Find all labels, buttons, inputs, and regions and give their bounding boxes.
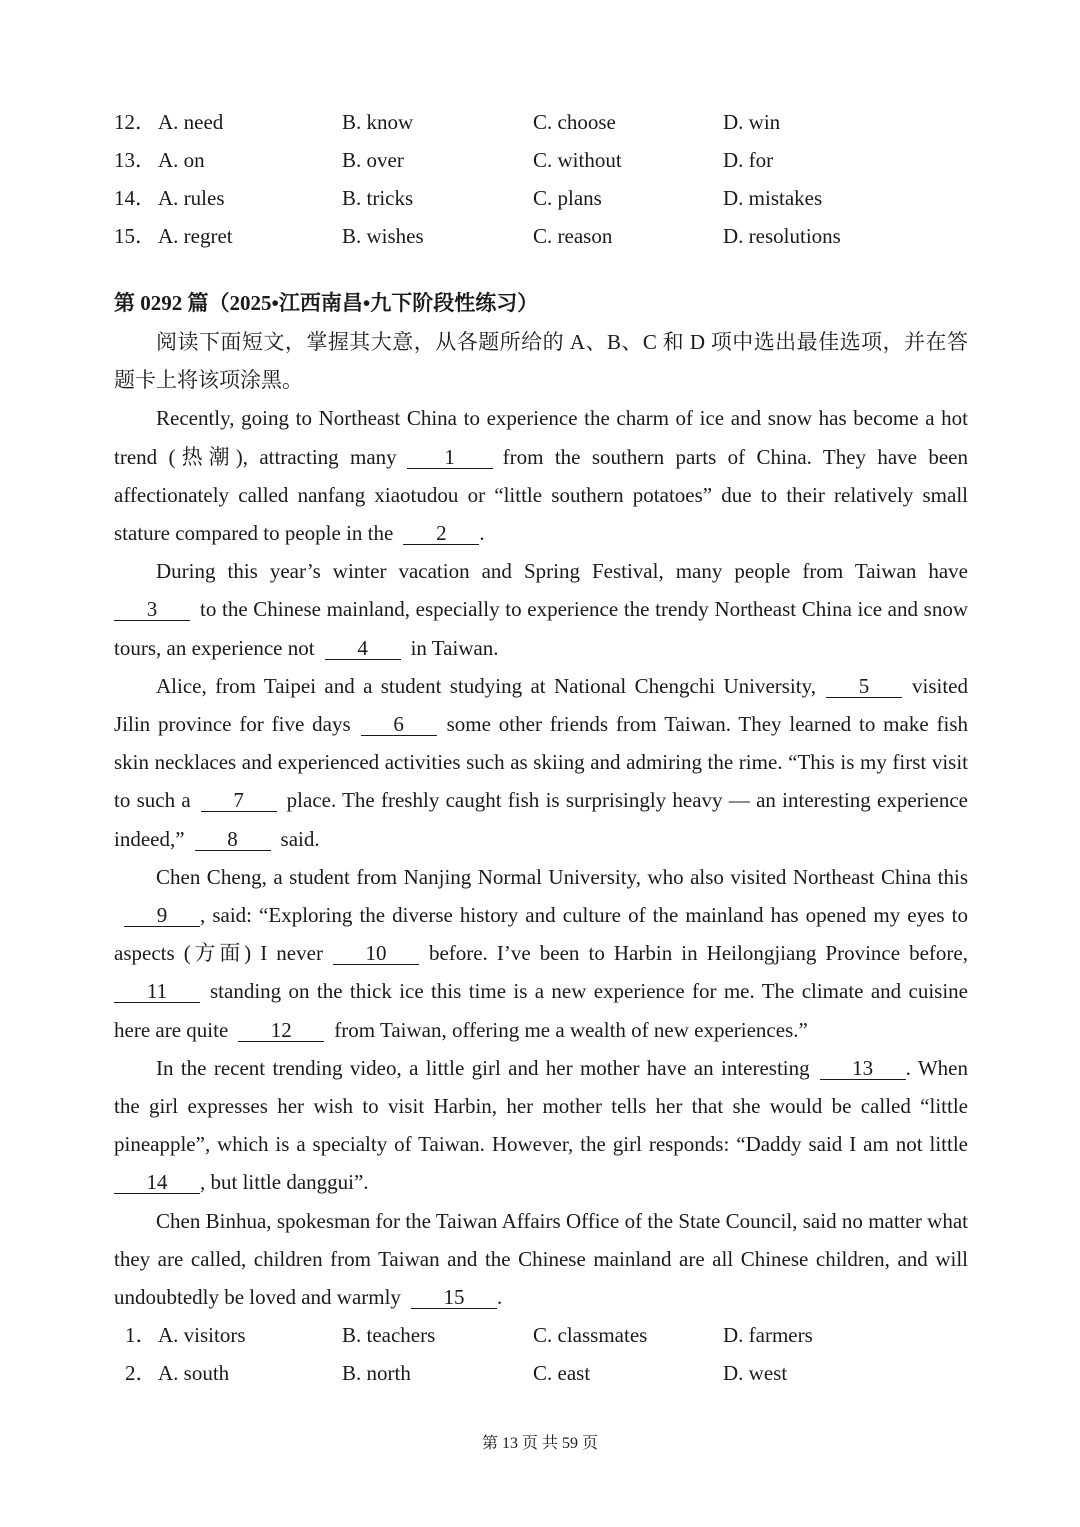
paragraph-4: Chen Cheng, a student from Nanjing Normal University, who also visited Northeast China this9 , said: “Exploring the diverse history and culture of the mainland has opened my eyes to aspects (方面) I never 10 before. I’ve been to Harbin in Heilongjiang Province before, 11 standing on the thick ice this time is a new experience for me. The climate and cuisine here are quite 12 from Taiwan, offering me a wealth of new experiences.” [114, 864, 968, 1042]
option-row-12 [114, 103, 974, 141]
option-a: A. south [158, 1361, 230, 1385]
option-c: C. east [533, 1361, 591, 1385]
option-a: A. rules [158, 186, 225, 210]
option-a: A. on [158, 148, 205, 172]
question-number: 2． [125, 1361, 157, 1385]
blank-7: 7 [201, 789, 277, 812]
question-number: 13． [114, 148, 156, 172]
option-b: B. north [342, 1361, 411, 1385]
option-row-1 [114, 1316, 974, 1354]
blank-5: 5 [826, 675, 902, 698]
option-d: D. farmers [723, 1323, 813, 1347]
option-a: A. need [158, 110, 224, 134]
passage [114, 323, 968, 1316]
option-c: C. without [533, 148, 622, 172]
section-number: 第 0292 篇 [114, 291, 209, 315]
blank-12: 12 [238, 1019, 324, 1042]
option-row-14 [114, 179, 974, 217]
option-b: B. over [342, 148, 404, 172]
option-row-13 [114, 141, 974, 179]
option-b: B. teachers [342, 1323, 436, 1347]
option-d: D. west [723, 1361, 788, 1385]
blank-14: 14 [114, 1171, 200, 1194]
blank-2: 2 [403, 522, 479, 545]
question-number: 15． [114, 224, 156, 248]
option-row-2 [114, 1354, 974, 1392]
instruction: 阅读下面短文，掌握其大意，从各题所给的 A、B、C 和 D 项中选出最佳选项，并在答题卡上将该项涂黑。 [114, 330, 968, 393]
option-d: D. for [723, 148, 774, 172]
blank-15: 15 [411, 1286, 497, 1309]
paragraph-3: Alice, from Taipei and a student studying at National Chengchi University, 5 visited Jilin province for five days 6 some other friends from Taiwan. They learned to make fish skin necklaces and experienced activities such as skiing and admiring the rime. “This is my first visit to such a 7 place. The freshly caught fish is surprisingly heavy — an interesting experience indeed,” 8 said. [114, 673, 968, 851]
blank-3: 3 [114, 598, 190, 621]
option-b: B. know [342, 110, 414, 134]
blank-1: 1 [407, 446, 493, 469]
option-row-15 [114, 217, 974, 255]
option-d: D. resolutions [723, 224, 841, 248]
option-d: D. mistakes [723, 186, 823, 210]
blank-10: 10 [333, 942, 419, 965]
paragraph-1: Recently, going to Northeast China to experience the charm of ice and snow has become a hot trend (热潮), attracting many 1 from the southern parts of China. They have been affectionately called nanfang xiaotudou or “little southern potatoes” due to their relatively small stature compared to people in the 2 . [114, 406, 968, 546]
section-source: （2025•江西南昌•九下阶段性练习） [208, 291, 539, 315]
option-d: D. win [723, 110, 781, 134]
option-a: A. regret [158, 224, 233, 248]
option-b: B. wishes [342, 224, 424, 248]
blank-4: 4 [325, 637, 401, 660]
paragraph-5: In the recent trending video, a little girl and her mother have an interesting 13 . When the girl expresses her wish to visit Harbin, her mother tells her that she would be called “little pineapple”, which is a specialty of Taiwan. However, the girl responds: “Daddy said I am not little 14 , but little danggui”. [114, 1055, 969, 1195]
option-c: C. choose [533, 110, 616, 134]
paragraph-6: Chen Binhua, spokesman for the Taiwan Affairs Office of the State Council, said no matter what they are called, children from Taiwan and the Chinese mainland are all Chinese children, and will undoubtedly be loved and warmly 15 . [114, 1208, 968, 1310]
option-b: B. tricks [342, 186, 414, 210]
question-number: 14． [114, 186, 156, 210]
option-c: C. classmates [533, 1323, 648, 1347]
blank-6: 6 [361, 713, 437, 736]
paragraph-2: During this year’s winter vacation and Spring Festival, many people from Taiwan have 3 to the Chinese mainland, especially to experience the trendy Northeast China ice and snow tours, an experience not 4 in Taiwan. [114, 559, 968, 660]
option-c: C. plans [533, 186, 602, 210]
section-heading [114, 286, 538, 320]
blank-8: 8 [195, 828, 271, 851]
blank-11: 11 [114, 980, 200, 1003]
question-number: 12． [114, 110, 156, 134]
option-a: A. visitors [158, 1323, 246, 1347]
blank-9: 9 [124, 904, 200, 927]
question-number: 1． [125, 1323, 157, 1347]
blank-13: 13 [820, 1057, 906, 1080]
option-c: C. reason [533, 224, 613, 248]
page-footer: 第 13 页 共 59 页 [481, 1435, 598, 1452]
